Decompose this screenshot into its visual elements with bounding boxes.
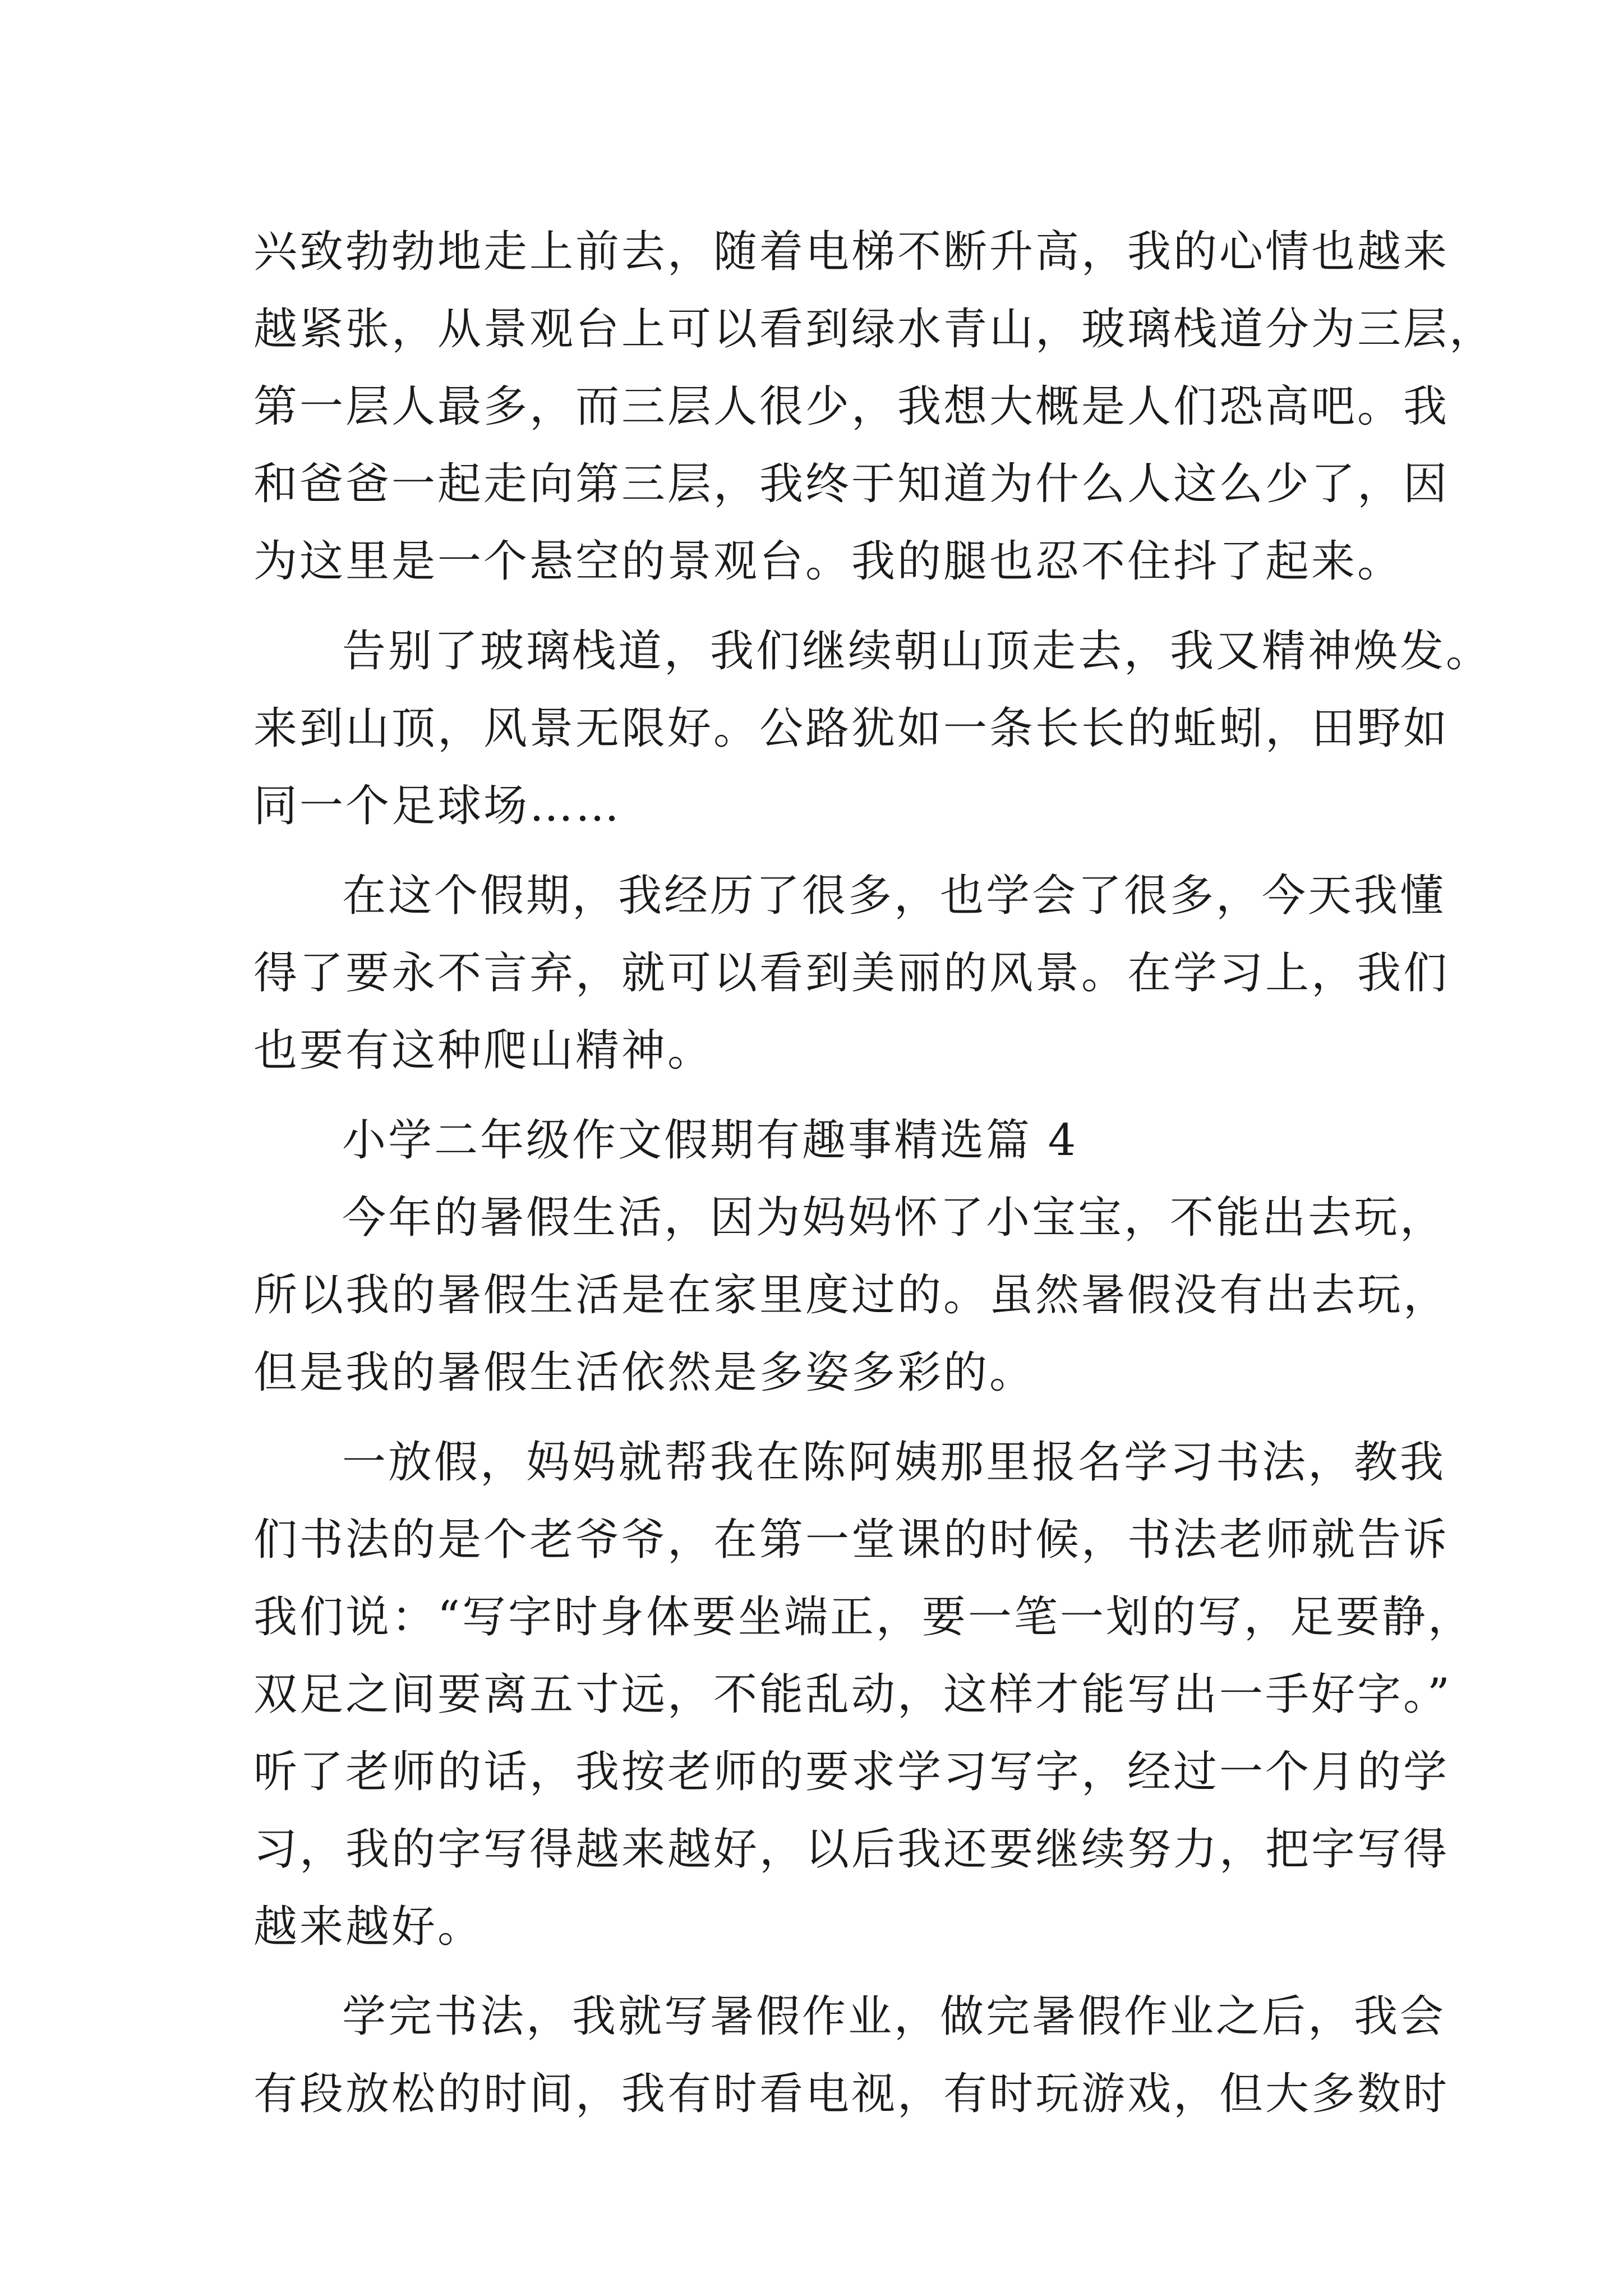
- text-line: 听了老师的话，我按老师的要求学习写字，经过一个月的学: [253, 1747, 1450, 1797]
- text-line: 兴致勃勃地走上前去，随着电梯不断升高，我的心情也越来: [253, 227, 1450, 277]
- text-line: 和爸爸一起走向第三层，我终于知道为什么人这么少了，因: [253, 459, 1450, 509]
- paragraph-first-line: 学完书法，我就写暑假作业，做完暑假作业之后，我会: [342, 1991, 1446, 2042]
- paragraph-first-line: 告别了玻璃栈道，我们继续朝山顶走去，我又精神焕发。: [342, 626, 1492, 677]
- text-line: 为这里是一个悬空的景观台。我的腿也忍不住抖了起来。: [253, 536, 1404, 587]
- text-line: 所以我的暑假生活是在家里度过的。虽然暑假没有出去玩，: [253, 1270, 1450, 1320]
- paragraph-first-line: 在这个假期，我经历了很多，也学会了很多，今天我懂: [342, 871, 1446, 921]
- text-line: 得了要永不言弃，就可以看到美丽的风景。在学习上，我们: [253, 948, 1450, 999]
- section-heading: 小学二年级作文假期有趣事精选篇 4: [342, 1115, 1078, 1166]
- text-line: 但是我的暑假生活依然是多姿多彩的。: [253, 1347, 1036, 1398]
- text-line: 来到山顶，风景无限好。公路犹如一条长长的蚯蚓，田野如: [253, 703, 1450, 754]
- text-line: 习，我的字写得越来越好，以后我还要继续努力，把字写得: [253, 1824, 1450, 1875]
- text-line: 越来越好。: [253, 1902, 484, 1952]
- paragraph-first-line: 今年的暑假生活，因为妈妈怀了小宝宝，不能出去玩，: [342, 1193, 1446, 1243]
- text-line: 也要有这种爬山精神。: [253, 1025, 714, 1076]
- text-line: 双足之间要离五寸远，不能乱动，这样才能写出一手好字。”: [253, 1669, 1452, 1720]
- text-line: 们书法的是个老爷爷，在第一堂课的时候，书法老师就告诉: [253, 1515, 1450, 1565]
- text-line: 我们说：“写字时身体要坐端正，要一笔一划的写，足要静，: [253, 1592, 1474, 1642]
- body-text: [253, 213, 1496, 2133]
- text-line: 越紧张，从景观台上可以看到绿水青山，玻璃栈道分为三层，: [253, 304, 1496, 355]
- text-line: 有段放松的时间，我有时看电视，有时玩游戏，但大多数时: [253, 2069, 1450, 2119]
- text-line: 同一个足球场……: [253, 781, 622, 831]
- paragraph-first-line: 一放假，妈妈就帮我在陈阿姨那里报名学习书法，教我: [342, 1437, 1446, 1488]
- text-line: 第一层人最多，而三层人很少，我想大概是人们恐高吧。我: [253, 381, 1450, 432]
